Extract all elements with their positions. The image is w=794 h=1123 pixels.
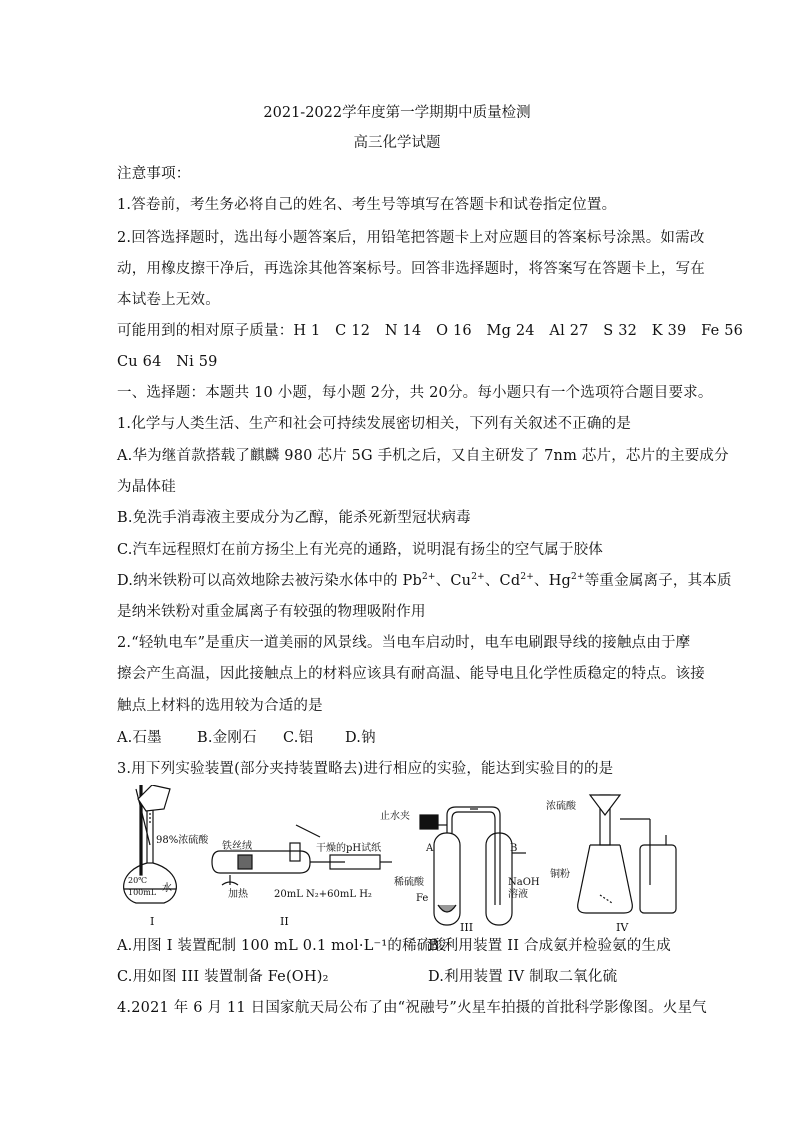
label-copper: 铜粉 bbox=[550, 869, 570, 880]
label-conc-acid: 浓硫酸 bbox=[546, 801, 576, 812]
label-flask-temp: 20℃ bbox=[128, 876, 148, 885]
apparatus-ii bbox=[212, 825, 392, 885]
q2-option-b: B.金刚石 bbox=[197, 730, 257, 746]
q1-option-d-line-2: 是纳米铁粉对重金属离子有较强的物理吸附作用 bbox=[117, 604, 426, 620]
notice-item-1: 1.答卷前，考生务必将自己的姓名、考生号等填写在答题卡和试卷指定位置。 bbox=[117, 197, 617, 213]
apparatus-iv bbox=[578, 795, 676, 913]
apparatus-iii bbox=[420, 807, 526, 925]
label-98-acid: 98%浓硫酸 bbox=[156, 835, 209, 846]
q2-line-2: 擦会产生高温，因此接触点上的材料应该具有耐高温、能导电且化学性质稳定的特点。该接 bbox=[117, 666, 705, 682]
q2-line-1: 2.“轻轨电车”是重庆一道美丽的风景线。当电车启动时，电车电刷跟导线的接触点由于摩 bbox=[117, 635, 691, 651]
notice-item-2-line-3: 本试卷上无效。 bbox=[117, 292, 220, 308]
q2-line-3: 触点上材料的选用较为合适的是 bbox=[117, 698, 323, 714]
q3-option-c: C.用如图 III 装置制备 Fe(OH)₂ bbox=[117, 969, 329, 985]
q3-option-a: A.用图 I 装置配制 100 mL 0.1 mol·L⁻¹的稀硫酸 bbox=[117, 938, 447, 954]
exam-title: 2021-2022学年度第一学期期中质量检测 bbox=[263, 105, 531, 121]
label-fe: Fe bbox=[416, 893, 429, 904]
q3-stem: 3.用下列实验装置(部分夹持装置略去)进行相应的实验，能达到实验目的的是 bbox=[117, 761, 614, 777]
label-dry-ph-paper: 干燥的pH试纸 bbox=[316, 843, 382, 854]
q1-option-b: B.免洗手消毒液主要成分为乙醇，能杀死新型冠状病毒 bbox=[117, 510, 471, 526]
q1-option-c: C.汽车远程照灯在前方扬尘上有光亮的通路，说明混有扬尘的空气属于胶体 bbox=[117, 542, 603, 558]
label-tube-b: B bbox=[510, 843, 518, 854]
label-flask-volume: 100mL bbox=[128, 888, 157, 897]
q3-option-d: D.利用装置 IV 制取二氧化硫 bbox=[428, 969, 618, 985]
label-tube-a: A bbox=[426, 843, 434, 854]
q1-option-d-line-1: D.纳米铁粉可以高效地除去被污染水体中的 $Pb^{2+}$、$Cu^{2+}$、$Cd^{2+}$、$Hg^{2+}$等重金属离子，其本质 bbox=[117, 572, 732, 589]
q2-option-a: A.石墨 bbox=[117, 730, 162, 746]
q1-stem: 1.化学与人类生活、生产和社会可持续发展密切相关，下列有关叙述不正确的是 bbox=[117, 416, 632, 432]
figure-label-iv: IV bbox=[616, 921, 629, 934]
atomic-masses-line-1: 可能用到的相对原子质量：H 1 C 12 N 14 O 16 Mg 24 Al 27 S 32 K 39 Fe 56 bbox=[117, 323, 744, 339]
q3-apparatus-figure bbox=[0, 785, 794, 935]
atomic-masses-line-2: Cu 64 Ni 59 bbox=[117, 354, 218, 370]
exam-subtitle: 高三化学试题 bbox=[353, 135, 441, 151]
figure-label-ii: II bbox=[280, 915, 289, 928]
figure-label-iii: III bbox=[460, 921, 474, 934]
label-water: 水 bbox=[162, 883, 172, 894]
q1-option-a-line-1: A.华为继首款搭载了麒麟 980 芯片 5G 手机之后，又自主研发了 7nm 芯片，芯片的主要成分 bbox=[117, 448, 729, 464]
q2-option-c: C.铝 bbox=[283, 730, 314, 746]
notice-item-2-line-1: 2.回答选择题时，选出每小题答案后，用铅笔把答题卡上对应题目的答案标号涂黑。如需改 bbox=[117, 230, 705, 246]
label-solution: 溶液 bbox=[508, 889, 528, 900]
notice-item-2-line-2: 动，用橡皮擦干净后，再选涂其他答案标号。回答非选择题时，将答案写在答题卡上，写在 bbox=[117, 261, 705, 277]
figure-label-i: I bbox=[150, 915, 155, 928]
label-naoh: NaOH bbox=[508, 877, 540, 888]
q4-line-1: 4.2021 年 6 月 11 日国家航天局公布了由“祝融号”火星车拍摄的首批科学影像图。火星气 bbox=[117, 1000, 707, 1016]
q2-options bbox=[117, 728, 376, 748]
q3-option-b: B.利用装置 II 合成氨并检验氨的生成 bbox=[428, 938, 671, 954]
label-iron-wool: 铁丝绒 bbox=[222, 841, 252, 852]
section-1-heading: 一、选择题：本题共 10 小题，每小题 2分，共 20分。每小题只有一个选项符合题目要求。 bbox=[117, 385, 713, 401]
notice-heading: 注意事项： bbox=[117, 166, 191, 182]
label-heating: 加热 bbox=[228, 889, 248, 900]
label-stop-clamp: 止水夹 bbox=[380, 811, 410, 822]
label-dilute-acid: 稀硫酸 bbox=[394, 877, 424, 888]
q2-option-d: D.钠 bbox=[345, 730, 376, 746]
q1-option-a-line-2: 为晶体硅 bbox=[117, 479, 176, 495]
label-gas-mixture: 20mL N₂+60mL H₂ bbox=[274, 889, 372, 900]
